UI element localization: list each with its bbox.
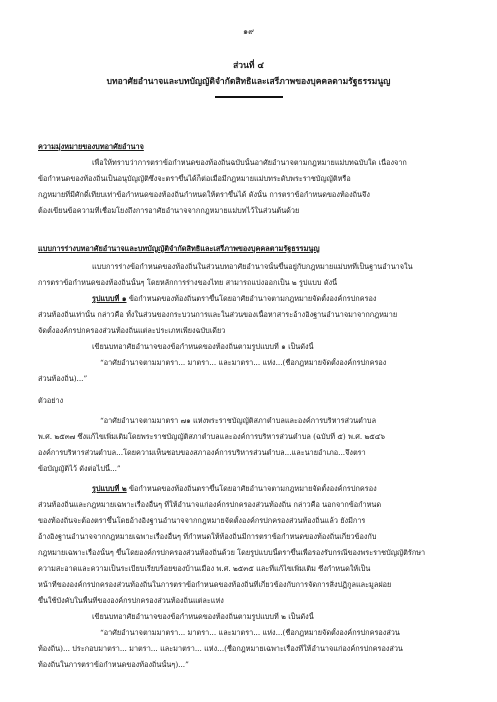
example-label: ตัวอย่าง [38,396,64,405]
page-title: บทอาศัยอำนาจและบทบัญญัติจำกัดสิทธิและเสรีภาพของบุคคลตามรัฐธรรมนูญ [106,77,391,87]
pattern-intro: เขียนบทอาศัยอำนาจของข้อกำหนดของท้องถิ่นตามรูปแบบที่ ๒ เป็นดังนี้ [92,612,314,621]
body-line: ส่วนท้องถิ่นเท่านั้น กล่าวคือ ทั้งในส่วนของกระบวนการและในส่วนของเนื้อหาสาระอ้างอิงฐานอำนาจมาจากกฎหมาย [38,310,398,319]
pattern-intro: เขียนบทอาศัยอำนาจของข้อกำหนดของท้องถิ่นตามรูปแบบที่ ๑ เป็นดังนี้ [92,342,314,351]
pattern-line: ท้องถิ่น)... ประกอบมาตรา... มาตรา... และมาตรา... แห่ง...(ชื่อกฎหมายเฉพาะเรื่องที่ให้อำนาจแก่องค์กรปกครองส่วน [38,644,403,653]
body-line: ความสะอาดและความเป็นระเบียบเรียบร้อยของบ้านเมือง พ.ศ. ๒๕๓๕ และที่แก้ไขเพิ่มเติม ซึ่งกำหนดให้เป็น [38,564,371,573]
form-2-line [92,484,462,493]
example-line: “อาศัยอำนาจตามมาตรา ๗๑ แห่งพระราชบัญญัติสภาตำบลและองค์การบริหารส่วนตำบล [100,416,377,425]
body-line: หน้าที่ขององค์กรปกครองส่วนท้องถิ่นในการตราข้อกำหนดของท้องถิ่นที่เกี่ยวข้องกับการจัดการสิ่งปฏิกูลและมูลฝอย [38,580,392,589]
section-heading-drafting-forms: แบบการร่างบทอาศัยอำนาจและบทบัญญัติจำกัดสิทธิและเสรีภาพของบุคคลตามรัฐธรรมนูญ [38,244,320,253]
form-2-text: ข้อกำหนดของท้องถิ่นตราขึ้นโดยอาศัยอำนาจตามกฎหมายจัดตั้งองค์กรปกครอง [126,484,377,493]
section-heading-purpose: ความมุ่งหมายของบทอาศัยอำนาจ [38,142,144,151]
body-line: การตราข้อกำหนดของท้องถิ่นนั้นๆ โดยหลักการร่างของไทย สามารถแบ่งออกเป็น ๒ รูปแบบ ดังนี้ [38,278,338,287]
body-line: ส่วนท้องถิ่นและกฎหมายเฉพาะเรื่องอื่นๆ ที่ให้อำนาจแก่องค์กรปกครองส่วนท้องถิ่น กล่าวคือ นอกจากข้อกำหนด [38,500,382,509]
form-1-text: ข้อกำหนดของท้องถิ่นตราขึ้นโดยอาศัยอำนาจตามกฎหมายจัดตั้งองค์กรปกครอง [126,294,377,303]
body-line: ของท้องถิ่นจะต้องตราขึ้นโดยอ้างอิงฐานอำนาจจากกฎหมายจัดตั้งองค์กรปกครองส่วนท้องถิ่นแล้ว ยังมีการ [38,516,366,525]
form-1-label: รูปแบบที่ ๑ [92,294,127,303]
example-line: องค์การบริหารส่วนตำบล...โดยความเห็นชอบของสภาองค์การบริหารส่วนตำบล...และนายอำเภอ...จึงตรา [38,448,366,457]
pattern-line: “อาศัยอำนาจตามมาตรา... มาตรา... และมาตรา... แห่ง...(ชื่อกฎหมายจัดตั้งองค์กรปกครองส่วน [100,628,400,637]
example-line: พ.ศ. ๒๕๓๗ ซึ่งแก้ไขเพิ่มเติมโดยพระราชบัญญัติสภาตำบลและองค์การบริหารส่วนตำบล (ฉบับที่ ๕) พ.ศ. ๒๕๔๖ [38,432,385,441]
body-line: อ้างอิงฐานอำนาจจากกฎหมายเฉพาะเรื่องอื่นๆ ที่กำหนดให้ท้องถิ่นมีการตราข้อกำหนดของท้องถิ่นเกี่ยวข้องกับ [38,532,377,541]
chapter-heading: ส่วนที่ ๔ [233,61,264,71]
body-line: กฎหมายที่มีศักดิ์เทียบเท่าข้อกำหนดของท้องถิ่นกำหนดให้ตราขึ้นได้ ดังนั้น การตราข้อกำหนดของท้องถิ่นจึง [38,190,370,199]
body-line: จัดตั้งองค์กรปกครองส่วนท้องถิ่นแต่ละประเภทเพียงฉบับเดียว [38,326,226,335]
title-underline-rule [215,96,283,98]
body-line: ขึ้นใช้บังคับในพื้นที่ขององค์กรปกครองส่วนท้องถิ่นแต่ละแห่ง [38,596,224,605]
pattern-line: ส่วนท้องถิ่น)...” [38,374,88,383]
body-line: ต้องเขียนข้อความที่เชื่อมโยงถึงการอาศัยอำนาจจากกฎหมายแม่บทไว้ในส่วนต้นด้วย [38,206,300,215]
page-number: ๑๙ [243,27,254,36]
pattern-line: “อาศัยอำนาจตามมาตรา... มาตรา... และมาตรา... แห่ง...(ชื่อกฎหมายจัดตั้งองค์กรปกครอง [100,358,387,367]
example-line: ข้อบัญญัติไว้ ดังต่อไปนี้...” [38,464,121,473]
body-line: กฎหมายเฉพาะเรื่องนั้นๆ ขึ้นโดยองค์กรปกครองส่วนท้องถิ่นด้วย โดยรูปแบบนี้ตราขึ้นเพื่อรองรับกรณีของพระราชบัญญัติรักษา [38,548,426,557]
body-line: ข้อกำหนดของท้องถิ่นเป็นอนุบัญญัติซึ่งจะตราขึ้นได้ก็ต่อเมื่อมีกฎหมายแม่บทระดับพระราชบัญญัติหรือ [38,174,351,183]
form-2-label: รูปแบบที่ ๒ [92,484,127,493]
pattern-line: ท้องถิ่นในการตราข้อกำหนดของท้องถิ่นนั้นๆ)...” [38,660,189,669]
body-line: เพื่อให้ทราบว่าการตราข้อกำหนดของท้องถิ่นฉบับนั้นอาศัยอำนาจตามกฎหมายแม่บทฉบับใด เนื่องจาก [92,158,407,167]
form-1-line [92,294,462,303]
body-line: แบบการร่างข้อกำหนดของท้องถิ่นในส่วนบทอาศัยอำนาจนั้นขึ้นอยู่กับกฎหมายแม่บทที่เป็นฐานอำนาจใน [92,262,413,271]
